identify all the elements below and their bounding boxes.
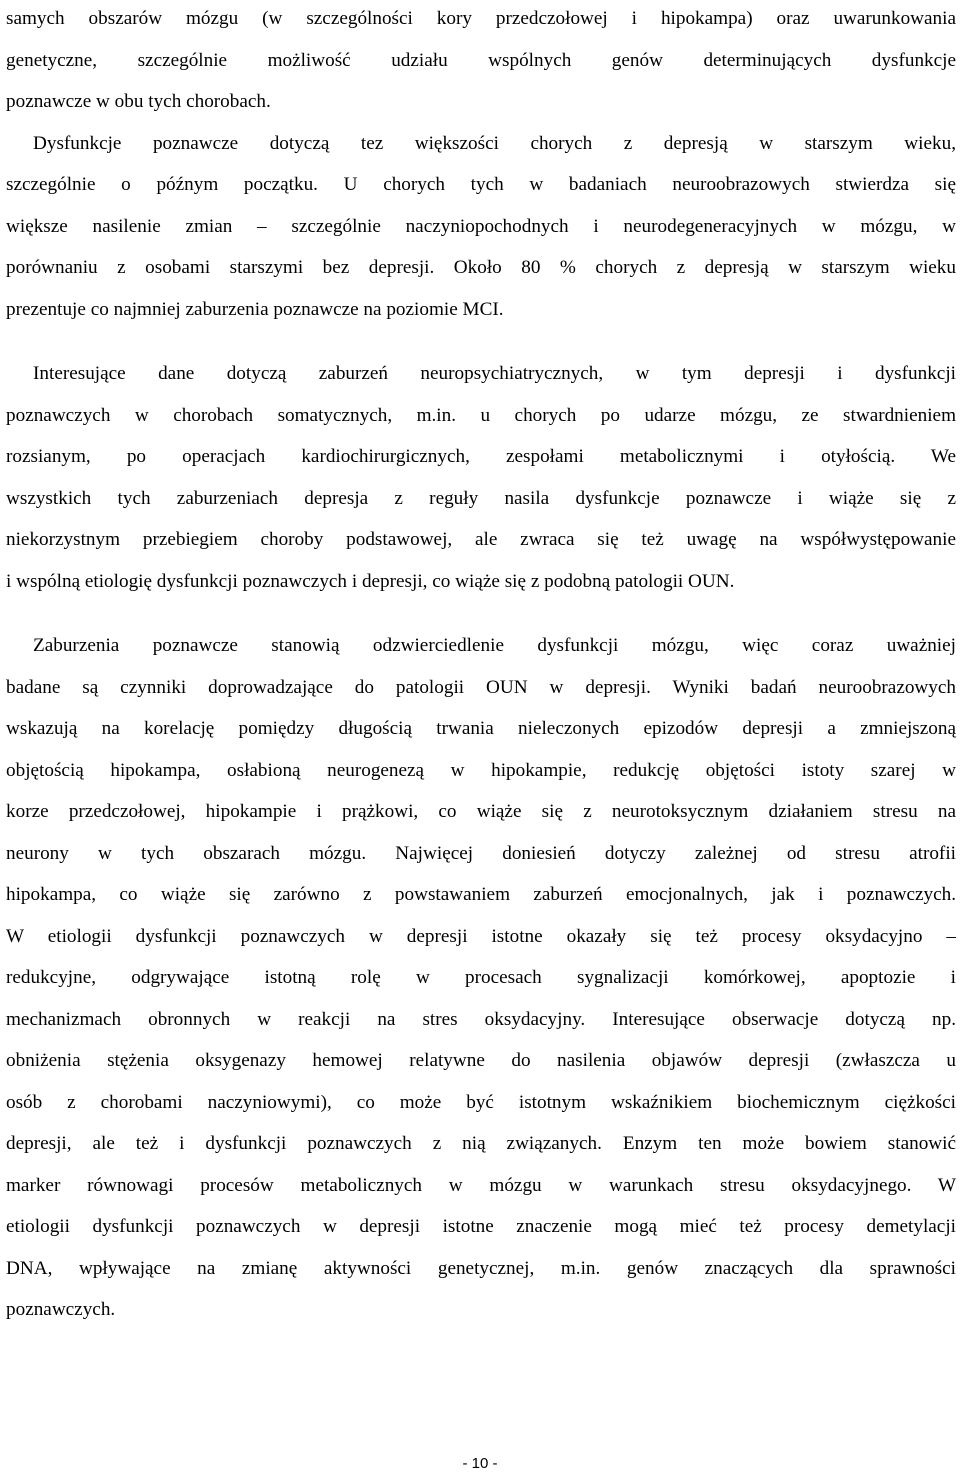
text-line: porównaniu z osobami starszymi bez depresji. Około 80 % chorych z depresją w starszym wieku: [6, 257, 956, 278]
text-line: rozsianym, po operacjach kardiochirurgicznych, zespołami metabolicznymi i otyłością. We: [6, 446, 956, 467]
text-line: hipokampa, co wiąże się zarówno z powstawaniem zaburzeń emocjonalnych, jak i poznawczych.: [6, 884, 956, 905]
paragraph: [6, 0, 956, 123]
text-line: niekorzystnym przebiegiem choroby podstawowej, ale zwraca się też uwagę na współwystępowanie: [6, 529, 956, 550]
text-line: redukcyjne, odgrywające istotną rolę w procesach sygnalizacji komórkowej, apoptozie i: [6, 967, 956, 988]
text-line: badane są czynniki doprowadzające do patologii OUN w depresji. Wyniki badań neuroobrazowych: [6, 676, 956, 698]
text-line: marker równowagi procesów metabolicznych w mózgu w warunkach stresu oksydacyjnego. W: [6, 1174, 956, 1196]
text-line: samych obszarów mózgu (w szczególności kory przedczołowej i hipokampa) oraz uwarunkowania: [6, 8, 956, 29]
text-line: poznawcze w obu tych chorobach.: [6, 91, 271, 112]
text-line: większe nasilenie zmian – szczególnie naczyniopochodnych i neurodegeneracyjnych w mózgu, w: [6, 215, 956, 237]
text-line: szczególnie o późnym początku. U chorych tych w badaniach neuroobrazowych stwierdza się: [6, 174, 956, 195]
text-line: poznawczych w chorobach somatycznych, m.in. u chorych po udarze mózgu, ze stwardnieniem: [6, 404, 956, 426]
text-line: prezentuje co najmniej zaburzenia poznawcze na poziomie MCI.: [6, 298, 504, 320]
page-number: - 10 -: [462, 1455, 498, 1472]
text-line: wskazują na korelację pomiędzy długością trwania nieleczonych epizodów depresji a zmniejszoną: [6, 718, 956, 739]
text-line: Zaburzenia poznawcze stanowią odzwierciedlenie dysfunkcji mózgu, więc coraz uważniej: [33, 635, 956, 656]
paragraph: [6, 625, 956, 1331]
paragraph: [6, 353, 956, 602]
paragraph: [6, 123, 956, 331]
text-line: i wspólną etiologię dysfunkcji poznawczych i depresji, co wiąże się z podobną patologii OUN.: [6, 570, 735, 592]
text-line: Dysfunkcje poznawcze dotyczą tez większości chorych z depresją w starszym wieku,: [33, 132, 956, 154]
text-line: wszystkich tych zaburzeniach depresja z reguły nasila dysfunkcje poznawcze i wiąże się z: [6, 487, 956, 509]
text-line: korze przedczołowej, hipokampie i prążkowi, co wiąże się z neurotoksycznym działaniem stresu na: [6, 801, 956, 822]
text-line: obniżenia stężenia oksygenazy hemowej relatywne do nasilenia objawów depresji (zwłaszcza u: [6, 1050, 956, 1071]
text-line: W etiologii dysfunkcji poznawczych w depresji istotne okazały się też procesy oksydacyjno –: [6, 925, 956, 947]
text-line: etiologii dysfunkcji poznawczych w depresji istotne znaczenie mogą mieć też procesy demetylacji: [6, 1216, 956, 1237]
text-line: genetyczne, szczególnie możliwość udziału wspólnych genów determinujących dysfunkcje: [6, 49, 956, 71]
text-line: Interesujące dane dotyczą zaburzeń neuropsychiatrycznych, w tym depresji i dysfunkcji: [33, 363, 956, 384]
text-line: osób z chorobami naczyniowymi), co może być istotnym wskaźnikiem biochemicznym ciężkości: [6, 1091, 956, 1113]
text-line: mechanizmach obronnych w reakcji na stres oksydacyjny. Interesujące obserwacje dotyczą np.: [6, 1008, 956, 1030]
text-line: objętością hipokampa, osłabioną neurogenezą w hipokampie, redukcję objętości istoty szarej w: [6, 759, 956, 781]
text-line: poznawczych.: [6, 1299, 116, 1320]
document-body: [6, 0, 956, 1331]
text-line: neurony w tych obszarach mózgu. Najwięcej doniesień dotyczy zależnej od stresu atrofii: [6, 842, 956, 864]
text-line: DNA, wpływające na zmianę aktywności genetycznej, m.in. genów znaczących dla sprawności: [6, 1257, 956, 1279]
text-line: depresji, ale też i dysfunkcji poznawczych z nią związanych. Enzym ten może bowiem stanowić: [6, 1133, 956, 1154]
